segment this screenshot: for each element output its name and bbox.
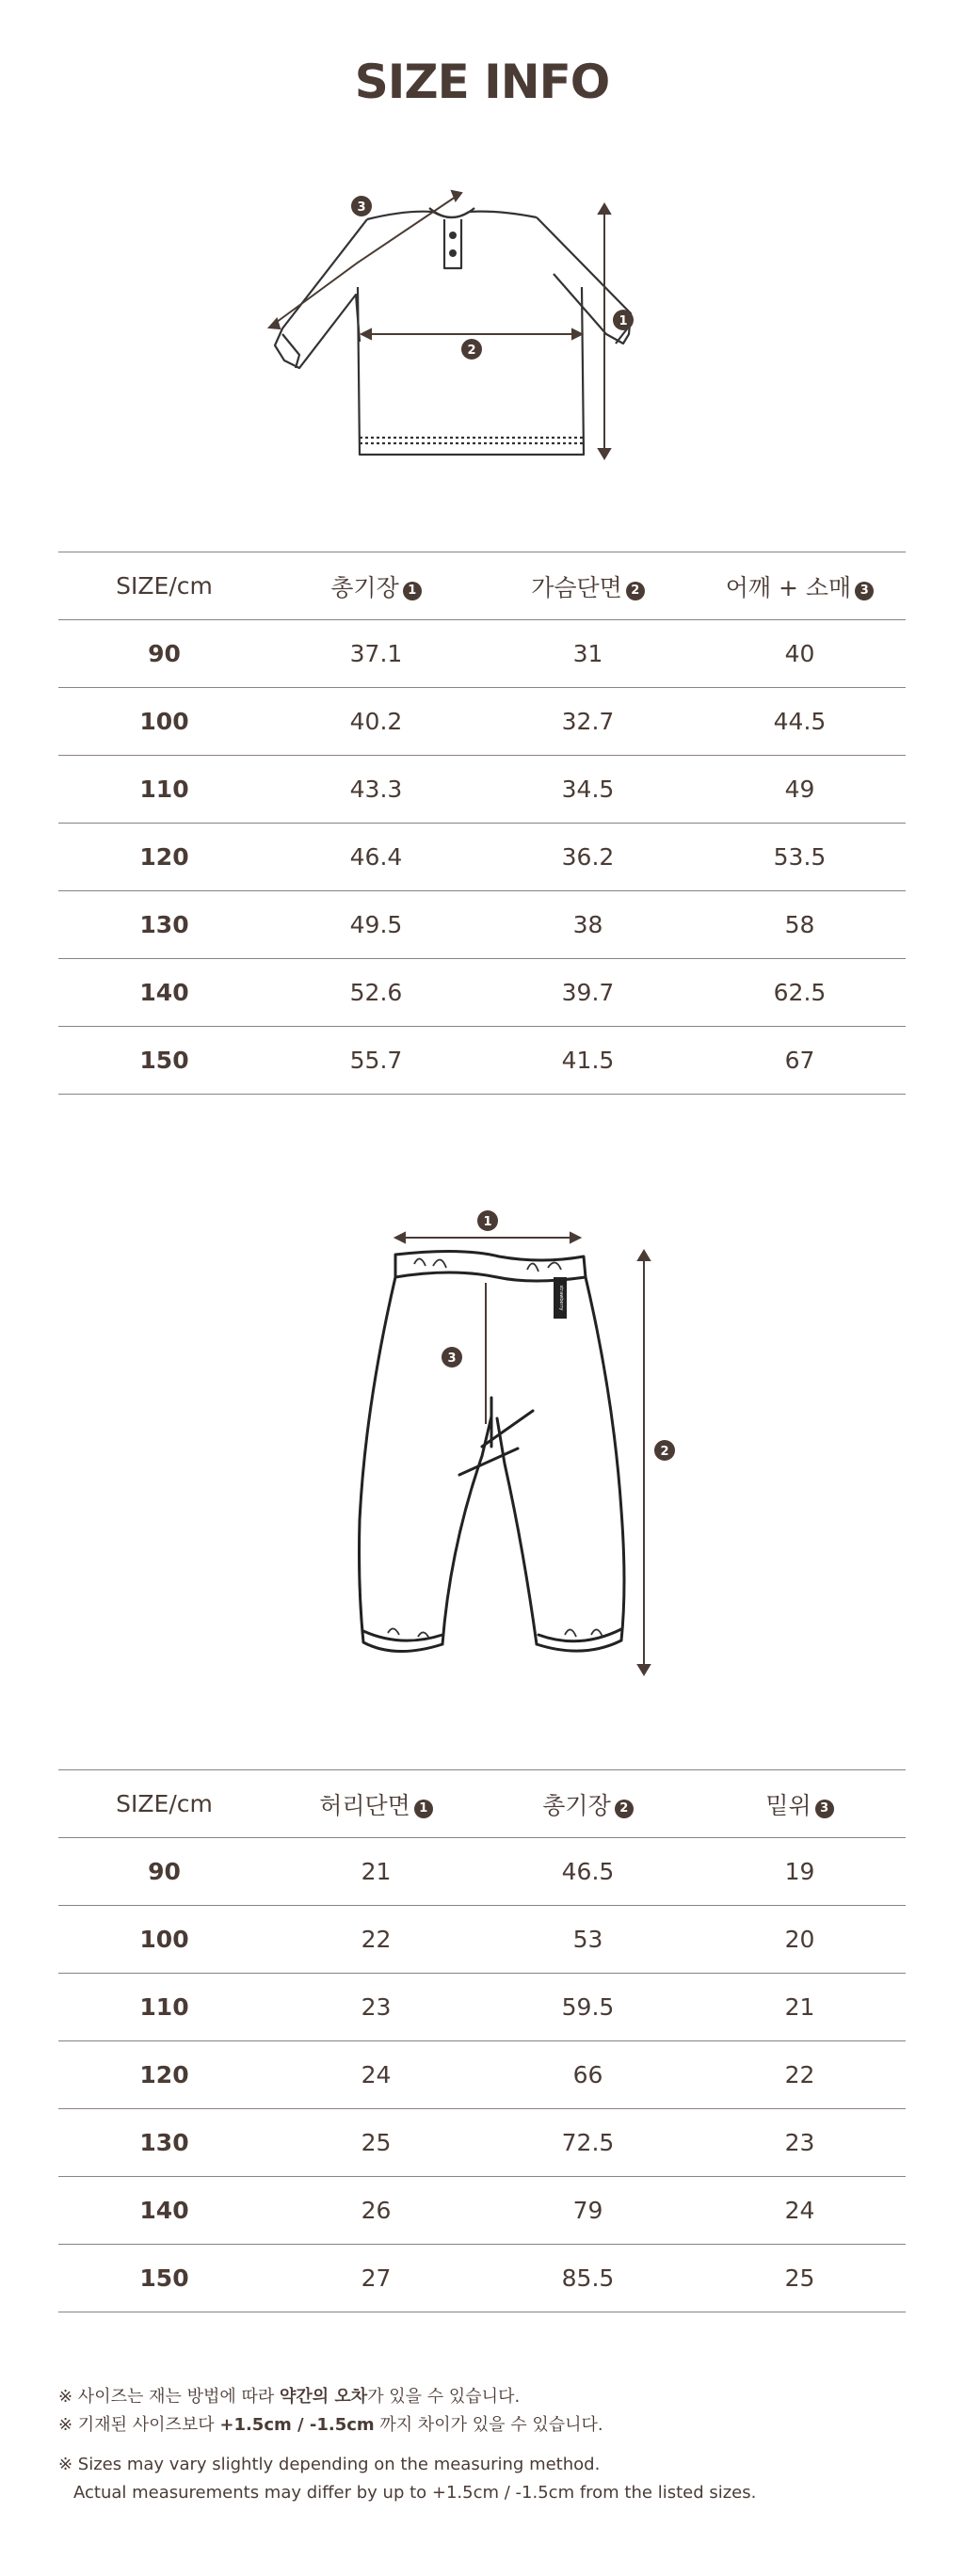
badge-1-icon: 1 — [403, 582, 422, 600]
table-row — [58, 2109, 906, 2177]
pants-badge-1-icon — [477, 1210, 498, 1231]
svg-text:2: 2 — [660, 1445, 669, 1459]
badge-1-icon: 1 — [414, 1800, 433, 1818]
table-cell: 52.6 — [270, 959, 482, 1027]
table-row — [58, 1906, 906, 1974]
size-cell: 110 — [58, 756, 270, 824]
table-row — [58, 2041, 906, 2109]
svg-text:1: 1 — [619, 314, 628, 328]
table-cell: 55.7 — [270, 1027, 482, 1095]
table-cell: 22 — [270, 1906, 482, 1974]
table-row — [58, 824, 906, 891]
top-illustration — [254, 184, 650, 466]
size-cell: 90 — [58, 1838, 270, 1906]
top-badge-3-icon — [351, 196, 372, 216]
header-cell: 총기장 1 — [270, 552, 482, 620]
table-cell: 53.5 — [694, 824, 906, 891]
table-cell: 22 — [694, 2041, 906, 2109]
table-cell: 36.2 — [482, 824, 694, 891]
size-cell: 90 — [58, 620, 270, 688]
brand-tag — [554, 1277, 567, 1319]
table-row — [58, 959, 906, 1027]
table-row — [58, 2245, 906, 2312]
size-notes — [58, 2383, 906, 2507]
svg-text:3: 3 — [357, 200, 366, 215]
table-cell: 44.5 — [694, 688, 906, 756]
page-title: SIZE INFO — [354, 55, 610, 109]
table-cell: 31 — [482, 620, 694, 688]
table-cell: 53 — [482, 1906, 694, 1974]
table-cell: 49 — [694, 756, 906, 824]
table-cell: 49.5 — [270, 891, 482, 959]
pants-badge-2-icon — [654, 1440, 675, 1461]
table-row — [58, 1974, 906, 2041]
table-cell: 40 — [694, 620, 906, 688]
table-cell: 62.5 — [694, 959, 906, 1027]
size-cell: 120 — [58, 824, 270, 891]
table-row — [58, 756, 906, 824]
note-en-2: Actual measurements may differ by up to +1.5cm / -1.5cm from the listed sizes. — [73, 2483, 757, 2503]
pants-badge-3-icon — [442, 1347, 462, 1368]
table-cell: 79 — [482, 2177, 694, 2245]
table-cell: 23 — [270, 1974, 482, 2041]
header-cell: 어깨 + 소매 3 — [694, 552, 906, 620]
header-cell: 가슴단면 2 — [482, 552, 694, 620]
svg-text:3: 3 — [447, 1352, 457, 1366]
pants-garment-diagram — [339, 1209, 678, 1699]
table-row — [58, 1838, 906, 1906]
pants-size-table — [58, 1769, 906, 2312]
header-cell: SIZE/cm — [58, 552, 270, 620]
table-cell: 32.7 — [482, 688, 694, 756]
table-cell: 66 — [482, 2041, 694, 2109]
table-cell: 24 — [270, 2041, 482, 2109]
pants-illustration — [339, 1209, 678, 1699]
badge-3-icon: 3 — [815, 1800, 834, 1818]
table-cell: 72.5 — [482, 2109, 694, 2177]
size-cell: 150 — [58, 2245, 270, 2312]
table-row — [58, 1027, 906, 1095]
size-cell: 100 — [58, 1906, 270, 1974]
size-cell: 100 — [58, 688, 270, 756]
table-cell: 25 — [694, 2245, 906, 2312]
table-cell: 67 — [694, 1027, 906, 1095]
header-cell: SIZE/cm — [58, 1770, 270, 1838]
header-cell: 총기장 2 — [482, 1770, 694, 1838]
table-header-row — [58, 1770, 906, 1838]
size-cell: 150 — [58, 1027, 270, 1095]
table-row — [58, 891, 906, 959]
top-garment-diagram — [254, 184, 650, 466]
size-cell: 130 — [58, 891, 270, 959]
size-cell: 140 — [58, 959, 270, 1027]
table-cell: 19 — [694, 1838, 906, 1906]
table-cell: 26 — [270, 2177, 482, 2245]
top-size-table — [58, 552, 906, 1095]
table-cell: 21 — [270, 1838, 482, 1906]
table-cell: 23 — [694, 2109, 906, 2177]
header-cell: 허리단면 1 — [270, 1770, 482, 1838]
badge-2-icon: 2 — [626, 582, 645, 600]
badge-3-icon: 3 — [855, 582, 874, 600]
table-cell: 46.4 — [270, 824, 482, 891]
table-cell: 25 — [270, 2109, 482, 2177]
svg-text:strawberry: strawberry — [558, 1285, 564, 1311]
size-cell: 130 — [58, 2109, 270, 2177]
table-cell: 39.7 — [482, 959, 694, 1027]
table-row — [58, 688, 906, 756]
table-header-row — [58, 552, 906, 620]
table-cell: 40.2 — [270, 688, 482, 756]
table-cell: 43.3 — [270, 756, 482, 824]
table-row — [58, 2177, 906, 2245]
table-cell: 59.5 — [482, 1974, 694, 2041]
table-row — [58, 620, 906, 688]
size-cell: 110 — [58, 1974, 270, 2041]
svg-text:1: 1 — [483, 1215, 492, 1229]
table-cell: 85.5 — [482, 2245, 694, 2312]
size-cell: 120 — [58, 2041, 270, 2109]
badge-2-icon: 2 — [615, 1800, 634, 1818]
table-cell: 38 — [482, 891, 694, 959]
table-cell: 20 — [694, 1906, 906, 1974]
top-badge-1-icon — [613, 310, 634, 330]
table-cell: 34.5 — [482, 756, 694, 824]
table-cell: 37.1 — [270, 620, 482, 688]
header-cell: 밑위 3 — [694, 1770, 906, 1838]
table-cell: 58 — [694, 891, 906, 959]
svg-text:2: 2 — [467, 344, 476, 358]
table-cell: 24 — [694, 2177, 906, 2245]
note-ko-1: ※ 사이즈는 재는 방법에 따라 약간의 오차가 있을 수 있습니다. — [58, 2387, 521, 2407]
table-cell: 21 — [694, 1974, 906, 2041]
size-cell: 140 — [58, 2177, 270, 2245]
table-cell: 41.5 — [482, 1027, 694, 1095]
top-badge-2-icon — [461, 339, 482, 360]
note-en-1: ※ Sizes may vary slightly depending on the measuring method. — [58, 2455, 601, 2474]
note-ko-2: ※ 기재된 사이즈보다 +1.5cm / -1.5cm 까지 차이가 있을 수 있습니다. — [58, 2415, 603, 2435]
table-cell: 27 — [270, 2245, 482, 2312]
table-cell: 46.5 — [482, 1838, 694, 1906]
